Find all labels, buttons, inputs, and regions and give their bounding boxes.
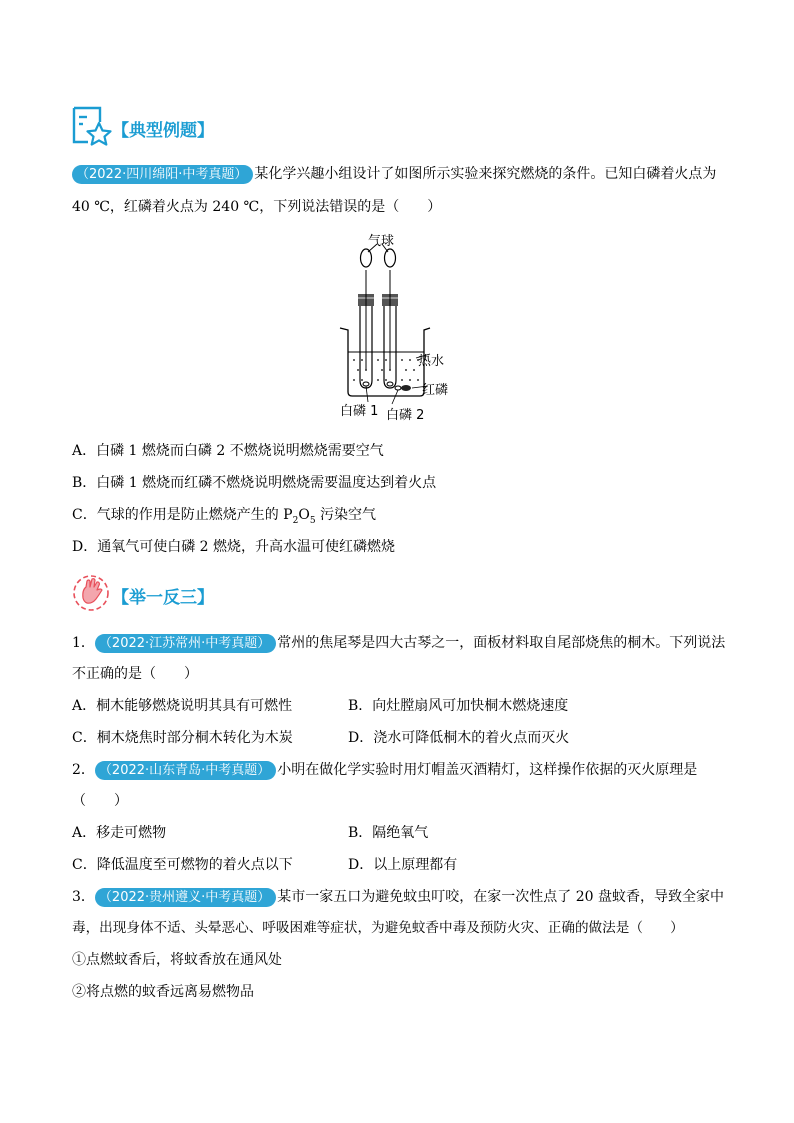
balloon-1 xyxy=(361,249,372,267)
q2-line2: （ ） xyxy=(72,793,128,809)
example-question-line1: （2022·四川绵阳·中考真题） 某化学兴趣小组设计了如图所示实验来探究燃烧的条件。已知白磷着火点为 xyxy=(72,164,716,184)
q2-option-c: C．降低温度至可燃物的着火点以下 xyxy=(72,857,293,873)
q1-options-row2 xyxy=(72,728,570,748)
balloon-2 xyxy=(385,249,396,267)
q2-option-d: D．以上原理都有 xyxy=(348,857,458,873)
beaker-diagram-svg xyxy=(330,230,470,426)
source-tag: （2022·贵州遵义·中考真题） xyxy=(95,888,276,907)
label-red-phosphorus: 红磷 xyxy=(422,383,449,398)
example-option-c: C．气球的作用是防止燃烧产生的 $P_2O_5$ 污染空气 xyxy=(72,507,376,526)
q3-line1: 3． （2022·贵州遵义·中考真题） 某市一家五口为避免蚊虫叮咬，在家一次性点了 20 盘蚊香，导致全家中 xyxy=(72,889,724,905)
white-phosphorus-1 xyxy=(363,382,369,386)
q3-item1: ①点燃蚊香后，将蚊香放在通风处 xyxy=(72,952,282,968)
q2-line1: 2． （2022·山东青岛·中考真题） 小明在做化学实验时用灯帽盖灭酒精灯，这样操作依据的灭火原理是 xyxy=(72,762,698,778)
hand-icon xyxy=(72,574,110,612)
example-option-b: B．白磷 1 燃烧而红磷不燃烧说明燃烧需要温度达到着火点 xyxy=(72,475,437,491)
q1-line1: 1． （2022·江苏常州·中考真题） 常州的焦尾琴是四大古琴之一，面板材料取自尾部烧焦的桐木。下列说法 xyxy=(72,635,726,651)
q2-option-a: A．移走可燃物 xyxy=(72,825,167,841)
source-tag: （2022·江苏常州·中考真题） xyxy=(95,634,276,653)
q1-option-c: C．桐木烧焦时部分桐木转化为木炭 xyxy=(72,730,293,746)
q3-item2: ②将点燃的蚊香远离易燃物品 xyxy=(72,984,254,1000)
practice-section-icon xyxy=(72,574,110,612)
q1-option-a: A．桐木能够燃烧说明其具有可燃性 xyxy=(72,698,293,714)
white-phosphorus-2 xyxy=(395,386,401,390)
q1-option-d: D．浇水可降低桐木的着火点而灭火 xyxy=(348,730,570,746)
q1-line2: 不正确的是（ ） xyxy=(72,666,198,682)
water-dots xyxy=(353,359,419,381)
experiment-diagram xyxy=(330,230,470,426)
label-hot-water: 热水 xyxy=(418,354,445,369)
source-tag: （2022·山东青岛·中考真题） xyxy=(95,761,276,780)
label-balloon: 气球 xyxy=(368,234,395,249)
q3-line2: 毒，出现身体不适、头晕恶心、呼吸困难等症状，为避免蚊香中毒及预防火灾、正确的做法是（ ） xyxy=(72,920,684,936)
example-question-line2: 40 ℃，红磷着火点为 240 ℃，下列说法错误的是（ ） xyxy=(72,199,442,215)
example-heading: 【典型例题】 xyxy=(112,121,214,141)
source-tag: （2022·四川绵阳·中考真题） xyxy=(72,165,253,184)
q1-options-row1 xyxy=(72,696,569,716)
label-white-phosphorus-2: 白磷 2 xyxy=(386,408,425,423)
example-option-a: A．白磷 1 燃烧而白磷 2 不燃烧说明燃烧需要空气 xyxy=(72,443,384,459)
q2-option-b: B．隔绝氧气 xyxy=(348,825,429,841)
q2-options-row2 xyxy=(72,855,458,875)
example-option-d: D．通氧气可使白磷 2 燃烧，升高水温可使红磷燃烧 xyxy=(72,539,396,555)
example-section-icon xyxy=(70,104,112,146)
q2-options-row1 xyxy=(72,823,429,843)
star-note-icon xyxy=(70,104,112,146)
q1-option-b: B．向灶膛扇风可加快桐木燃烧速度 xyxy=(348,698,569,714)
practice-heading: 【举一反三】 xyxy=(112,588,214,608)
red-phosphorus xyxy=(401,385,411,391)
label-white-phosphorus-1: 白磷 1 xyxy=(340,404,379,419)
